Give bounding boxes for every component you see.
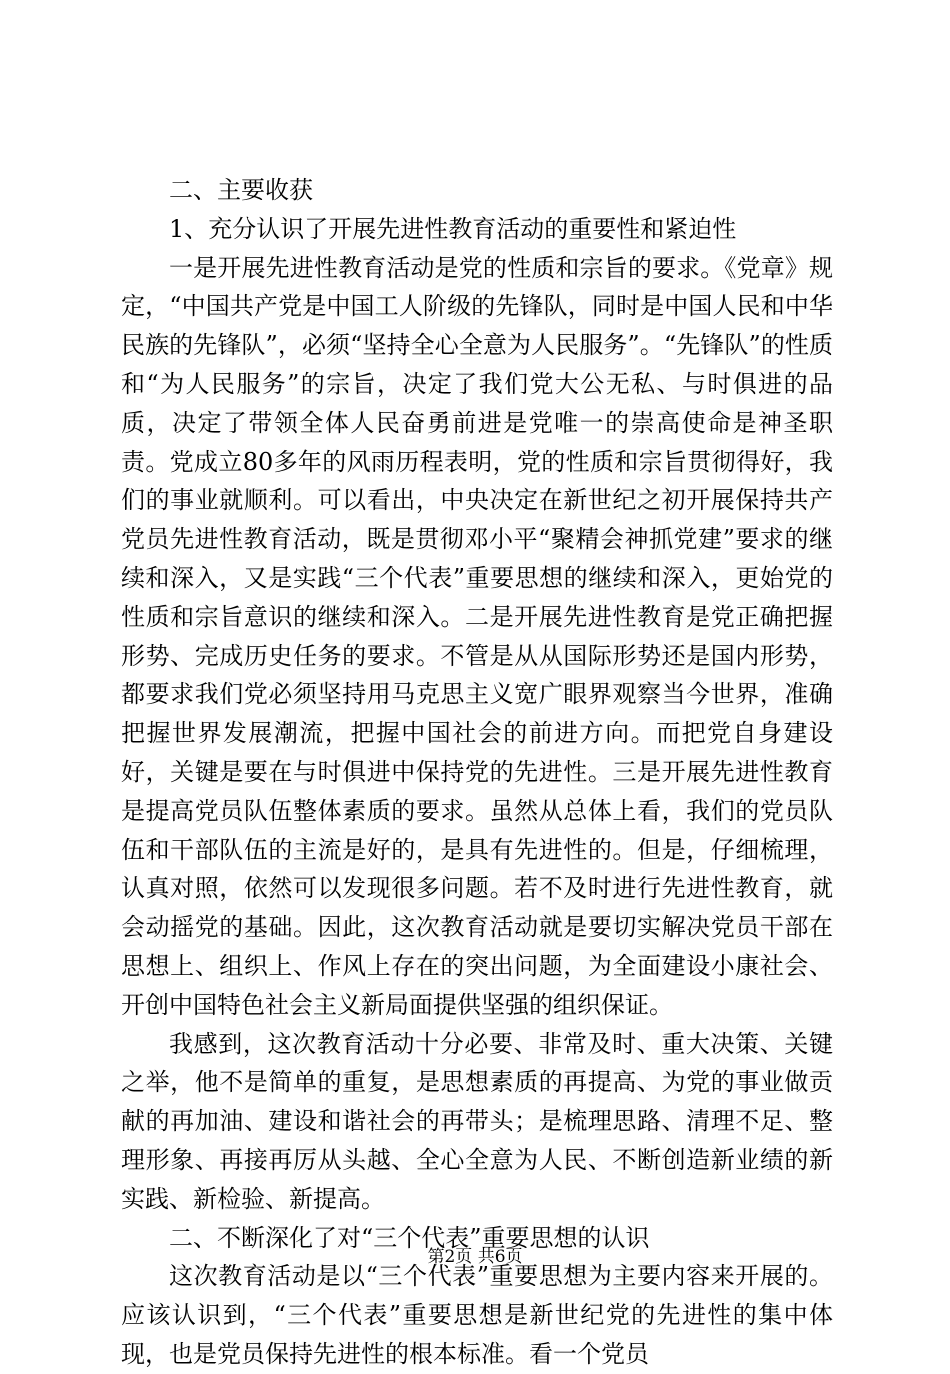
page-footer: 第2页 共6页 <box>427 1247 523 1267</box>
body-paragraph: 我感到，这次教育活动十分必要、非常及时、重大决策、关键之举，他不是简单的重复，是思想素质的再提高、为党的事业做贡献的再加油、建设和谐社会的再带头；是梳理思路、清理不足、整理形象、再接再厉从头越、全心全意为人民、不断创造新业绩的新实践、新检验、新提高。 <box>121 1029 833 1213</box>
document-body <box>121 171 833 1374</box>
subheading-importance: 1、充分认识了开展先进性教育活动的重要性和紧迫性 <box>169 214 737 243</box>
subheading-three-represents: 二、不断深化了对“三个代表”重要思想的认识 <box>169 1223 650 1252</box>
body-paragraph: 这次教育活动是以“三个代表”重要思想为主要内容来开展的。应该认识到，“三个代表”重要思想是新世纪党的先进性的集中体现，也是党员保持先进性的根本标准。看一个党员 <box>121 1262 833 1368</box>
body-paragraph: 一是开展先进性教育活动是党的性质和宗旨的要求。《党章》规定，“中国共产党是中国工人阶级的先锋队，同时是中国人民和中华民族的先锋队”，必须“坚持全心全意为人民服务”。“先锋队”的性质和“为人民服务”的宗旨，决定了我们党大公无私、与时俱进的品质，决定了带领全体人民奋勇前进是党唯一的崇高使命是神圣职责。党成立80多年的风雨历程表明，党的性质和宗旨贯彻得好，我们的事业就顺利。可以看出，中央决定在新世纪之初开展保持共产党员先进性教育活动，既是贯彻邓小平“聚精会神抓党建”要求的继续和深入，又是实践“三个代表”重要思想的继续和深入，更始党的性质和宗旨意识的继续和深入。二是开展先进性教育是党正确把握形势、完成历史任务的要求。不管是从从国际形势还是国内形势，都要求我们党必须坚持用马克思主义宽广眼界观察当今世界，准确把握世界发展潮流，把握中国社会的前进方向。而把党自身建设好，关键是要在与时俱进中保持党的先进性。三是开展先进性教育是提高党员队伍整体素质的要求。虽然从总体上看，我们的党员队伍和干部队伍的主流是好的，是具有先进性的。但是，仔细梳理，认真对照，依然可以发现很多问题。若不及时进行先进性教育，就会动摇党的基础。因此，这次教育活动就是要切实解决党员干部在思想上、组织上、作风上存在的突出问题，为全面建设小康社会、开创中国特色社会主义新局面提供坚强的组织保证。 <box>121 253 833 1019</box>
section-heading-main-gains: 二、主要收获 <box>169 176 313 204</box>
